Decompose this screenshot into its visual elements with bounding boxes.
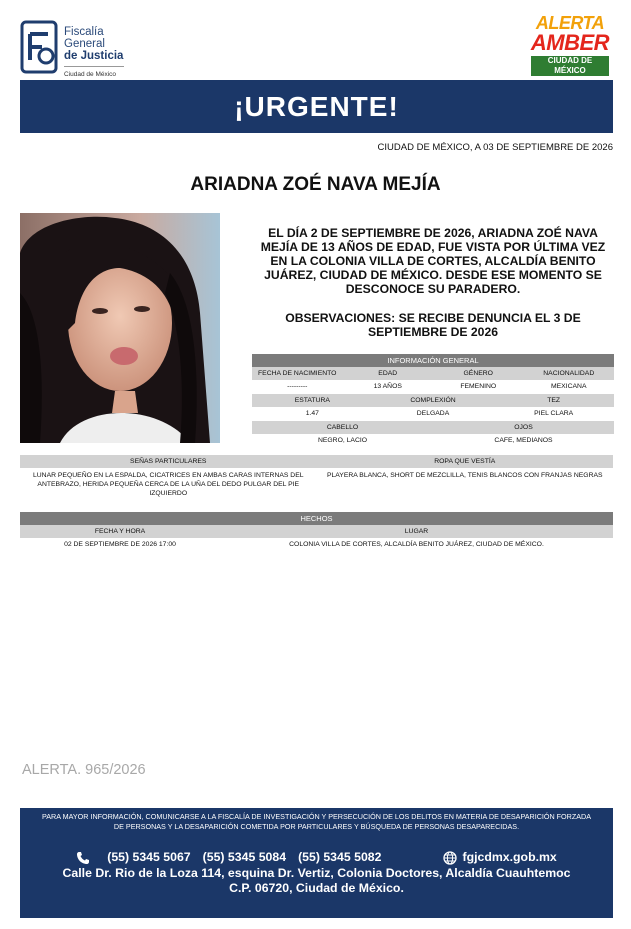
label-datetime: FECHA Y HORA xyxy=(94,528,146,535)
value-place: COLONIA VILLA DE CORTES, ALCALDÍA BENITO JUÁREZ, CIUDAD DE MÉXICO. xyxy=(289,541,544,548)
facts-table xyxy=(20,512,613,552)
facts-title: HECHOS xyxy=(20,512,613,525)
label-gender: GÉNERO xyxy=(463,370,493,377)
globe-icon xyxy=(443,851,457,865)
label-hair: CABELLO xyxy=(326,424,359,431)
label-clothing: ROPA QUE VESTÍA xyxy=(434,458,496,465)
general-info-title: INFORMACIÓN GENERAL xyxy=(252,354,614,367)
fgj-line-2: General xyxy=(64,38,105,50)
value-hair: NEGRO, LACIO xyxy=(317,437,368,444)
label-place: LUGAR xyxy=(404,528,429,535)
general-row1-labels xyxy=(252,367,614,380)
date-line: CIUDAD DE MÉXICO, A 03 DE SEPTIEMBRE DE 2026 xyxy=(377,142,613,153)
amber-line-2: AMBER xyxy=(530,30,610,55)
label-height: ESTATURA xyxy=(294,397,330,404)
phone-2[interactable]: (55) 5345 5084 xyxy=(202,850,287,864)
fgj-logo-icon xyxy=(20,20,58,74)
footer-contacts xyxy=(20,850,613,897)
fgj-logo xyxy=(20,18,130,78)
general-row3-values xyxy=(252,434,614,448)
value-gender: FEMENINO xyxy=(460,383,497,390)
person-photo-image xyxy=(20,213,220,443)
label-nationality: NACIONALIDAD xyxy=(543,370,595,377)
features-clothing-table xyxy=(20,455,613,498)
footer xyxy=(20,808,613,918)
person-photo xyxy=(20,213,220,443)
value-birthdate: --------- xyxy=(287,383,308,390)
general-row1-values xyxy=(252,380,614,394)
general-row2-labels xyxy=(252,394,614,407)
general-row3-labels xyxy=(252,421,614,434)
amber-line-3: CIUDAD DE MÉXICO xyxy=(531,56,609,76)
value-height: 1.47 xyxy=(305,410,319,417)
phone-1[interactable]: (55) 5345 5067 xyxy=(107,850,191,864)
fgj-line-3: de Justicia xyxy=(64,50,124,62)
value-features: LUNAR PEQUEÑO EN LA ESPALDA, CICATRICES EN AMBAS CARAS INTERNAS DEL ANTEBRAZO, HERIDA PEQUEÑA CERCA DE LA UÑA DEL DEDO PULGAR DEL PIE IZQUIERDO xyxy=(32,472,304,497)
fgj-logo-text xyxy=(64,26,124,81)
phone-3[interactable]: (55) 5345 5082 xyxy=(298,850,382,864)
value-build: DELGADA xyxy=(416,410,450,417)
fgj-line-1: Fiscalía xyxy=(64,26,104,38)
value-complexion: PIEL CLARA xyxy=(534,410,574,417)
features-clothing-labels xyxy=(20,455,613,468)
alert-id: ALERTA. 965/2026 xyxy=(22,762,146,778)
facts-values xyxy=(20,538,613,552)
phone-icon xyxy=(76,851,90,865)
header xyxy=(20,14,615,80)
alerta-amber-logo-icon xyxy=(525,14,615,78)
fgj-line-4: Ciudad de México xyxy=(64,66,124,81)
label-eyes: OJOS xyxy=(514,424,533,431)
general-info-table xyxy=(252,354,614,448)
value-datetime: 02 DE SEPTIEMBRE DE 2026 17:00 xyxy=(64,541,176,548)
observations-text: OBSERVACIONES: SE RECIBE DENUNCIA EL 3 DE SEPTIEMBRE DE 2026 xyxy=(285,311,581,339)
general-row2-values xyxy=(252,407,614,421)
amber-line-1: ALERTA xyxy=(535,13,605,33)
value-eyes: CAFE, MEDIANOS xyxy=(494,437,553,444)
description-text: EL DÍA 2 DE SEPTIEMBRE DE 2026, ARIADNA ZOÉ NAVA MEJÍA DE 13 AÑOS DE EDAD, FUE VISTA POR ÚLTIMA VEZ EN LA COLONIA VILLA DE CORTES, ALCALDÍA BENITO JUÁREZ, CIUDAD DE MÉXICO. DESDE ESE MOMENTO SE DESCONOCE SU PARADERO. xyxy=(260,226,606,296)
address-line-2: C.P. 06720, Ciudad de México. xyxy=(229,881,404,895)
footer-info: PARA MAYOR INFORMACIÓN, COMUNICARSE A LA FISCALÍA DE INVESTIGACIÓN Y PERSECUCIÓN DE LOS DELITOS EN MATERIA DE DESAPARICIÓN FORZADA DE PERSONAS Y LA DESAPARICIÓN COMETIDA POR PARTICULARES Y BÚSQUEDA DE PERSONAS DESAPARECIDAS. xyxy=(41,812,592,831)
address-line-1: Calle Dr. Rio de la Loza 114, esquina Dr. Vertiz, Colonia Doctores, Alcaldía Cuauhtemoc xyxy=(62,865,571,880)
label-age: EDAD xyxy=(378,370,398,377)
person-name: ARIADNA ZOÉ NAVA MEJÍA xyxy=(190,174,441,195)
features-clothing-values xyxy=(20,468,613,498)
facts-labels xyxy=(20,525,613,538)
label-complexion: TEZ xyxy=(547,397,561,404)
label-birthdate: FECHA DE NACIMIENTO xyxy=(258,370,337,377)
label-features: SEÑAS PARTICULARES xyxy=(130,458,207,465)
value-clothing: PLAYERA BLANCA, SHORT DE MEZCLILLA, TENIS BLANCOS CON FRANJAS NEGRAS xyxy=(326,472,603,479)
website-link[interactable]: fgjcdmx.gob.mx xyxy=(462,850,557,864)
urgent-banner: ¡URGENTE! xyxy=(20,80,613,133)
label-build: COMPLEXIÓN xyxy=(410,397,456,404)
value-nationality: MEXICANA xyxy=(550,383,587,390)
value-age: 13 AÑOS xyxy=(373,383,402,390)
phone-row xyxy=(20,850,613,866)
